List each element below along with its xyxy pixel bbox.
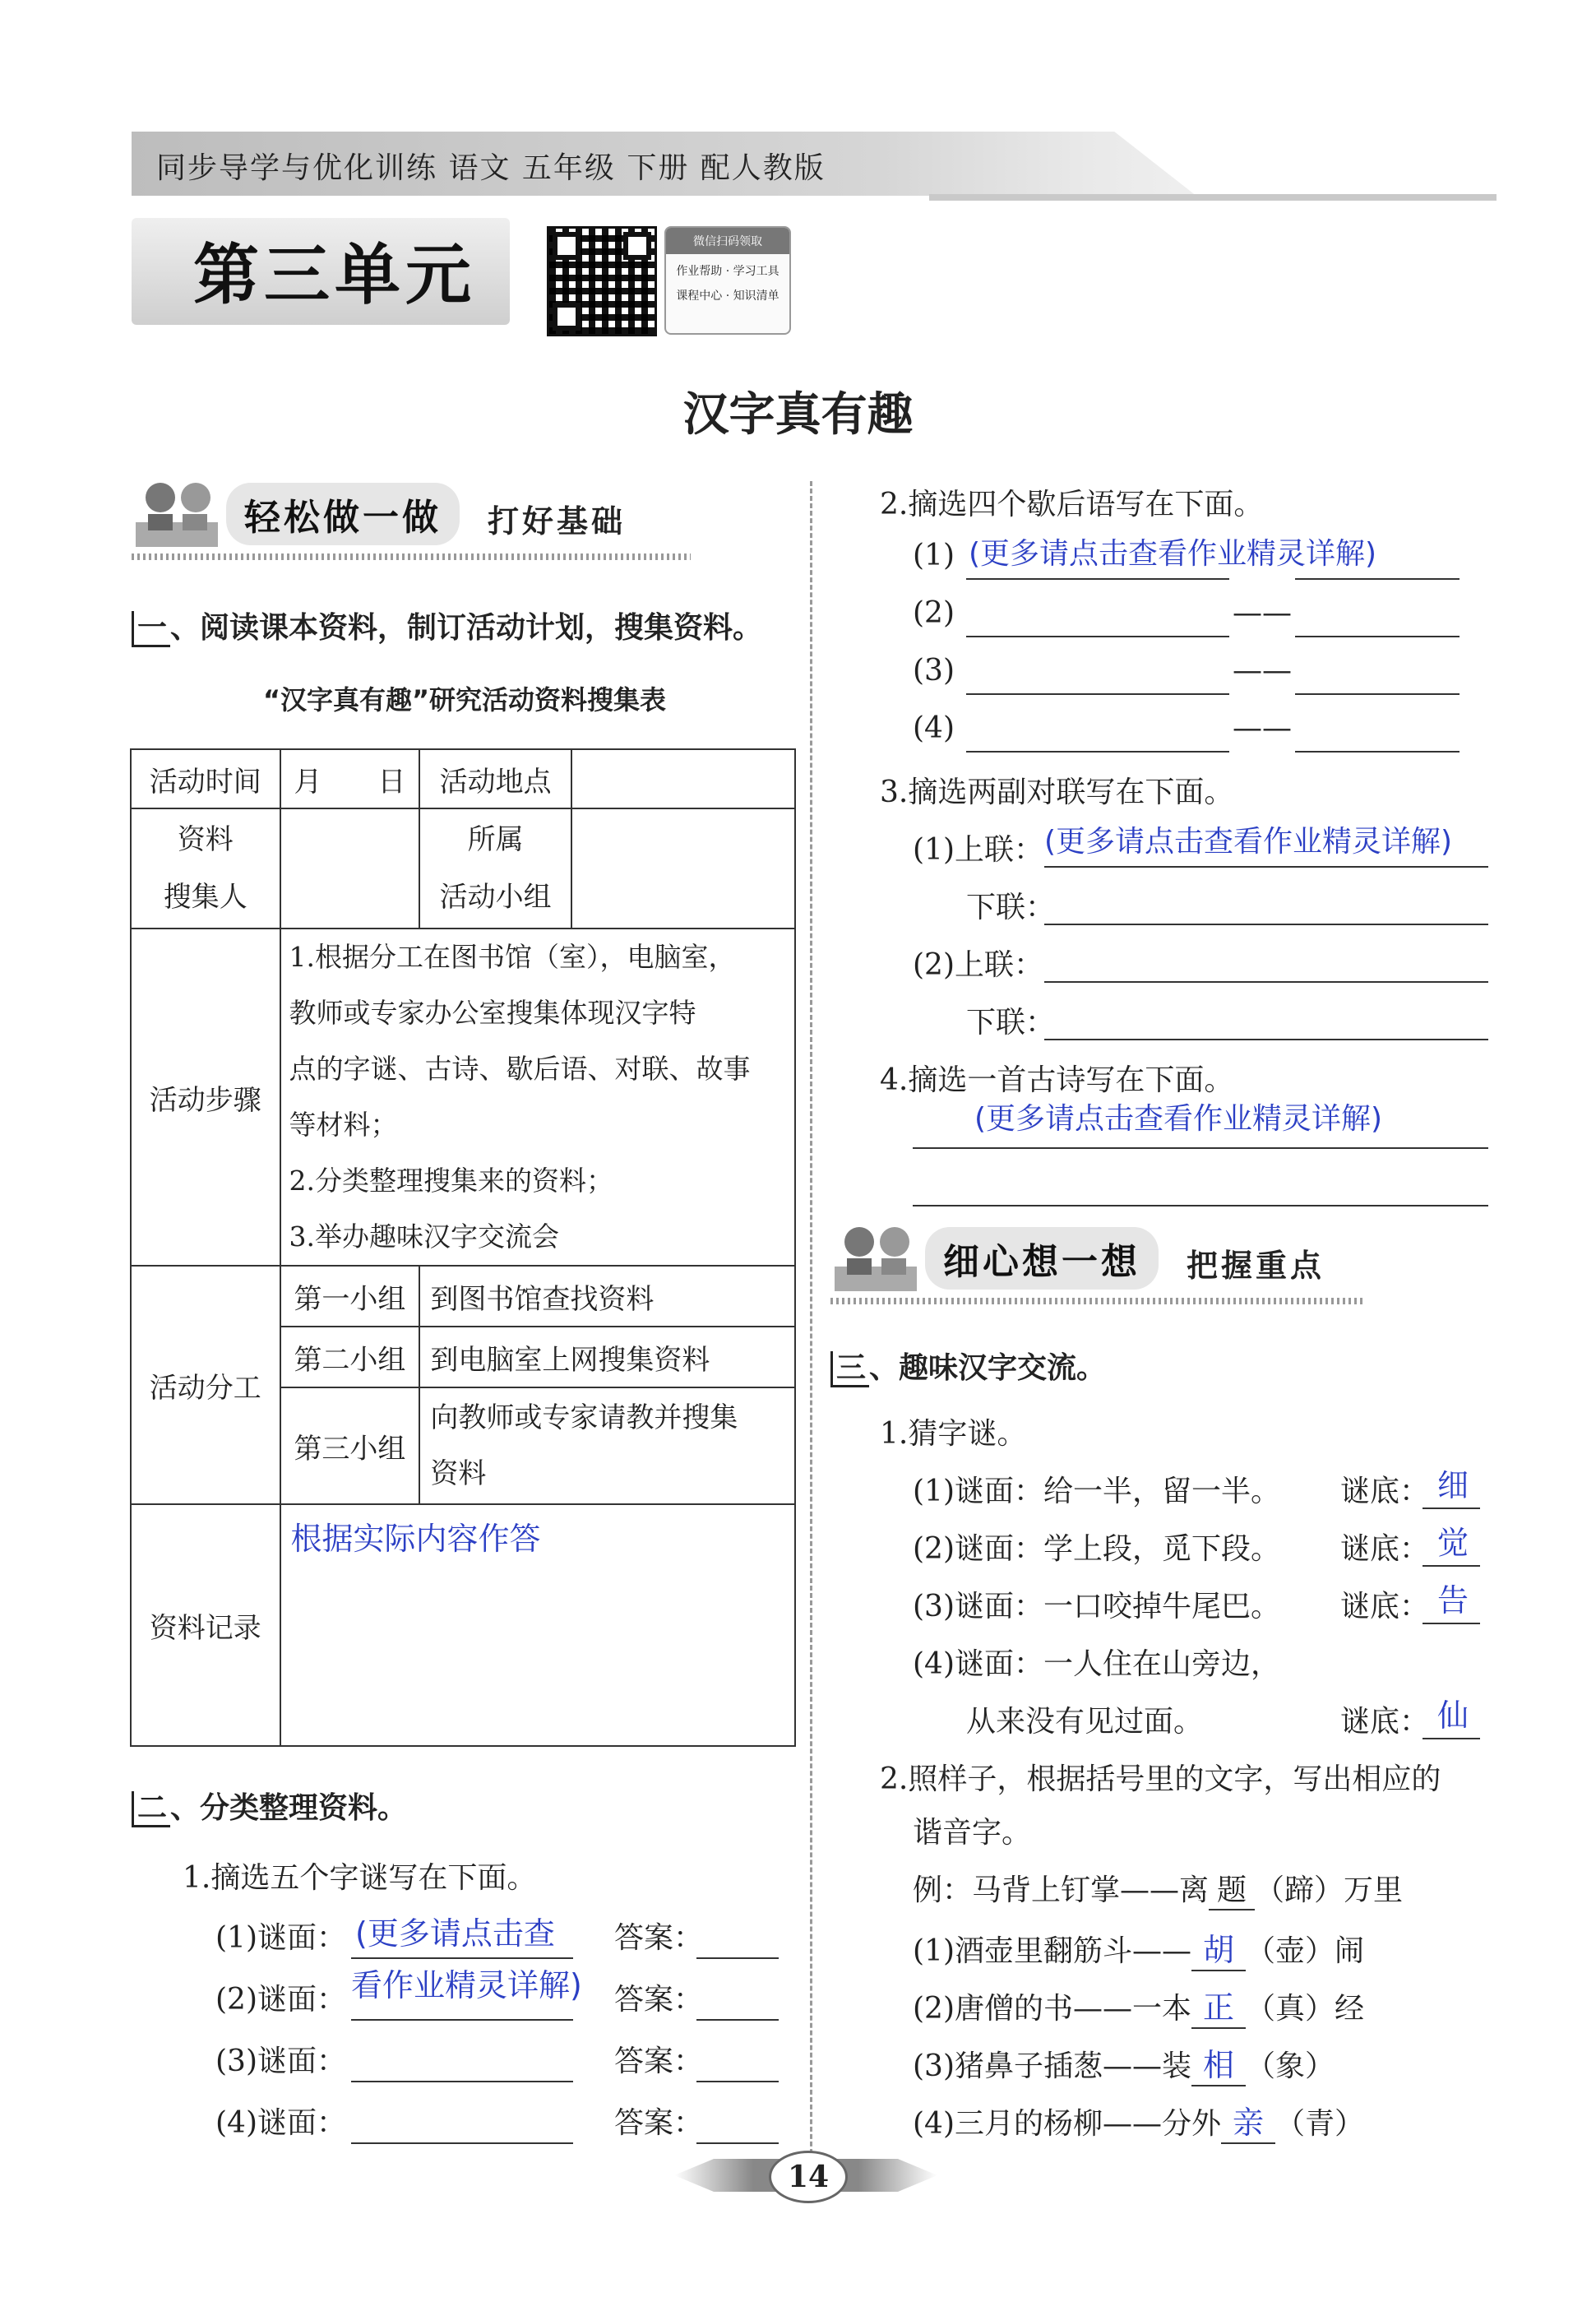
homophone-item-3: [913, 2040, 1335, 2086]
couplet-blank[interactable]: [1044, 942, 1488, 983]
item-num: (2): [913, 596, 955, 630]
riddle-row-3: [215, 2038, 791, 2087]
homophone-prefix: (4)三月的杨柳——分外: [913, 2107, 1221, 2141]
banner-rule: [132, 553, 691, 560]
homophone-item-4: [913, 2097, 1364, 2144]
item-num: (1): [913, 539, 955, 572]
group-task: 向教师或专家请教并搜集 资料: [419, 1387, 795, 1504]
riddle-item-2: [913, 1526, 1505, 1571]
riddle-label: 谜面：: [257, 1921, 347, 1955]
section-1-number: 一: [132, 611, 170, 647]
cell-record-label: 资料记录: [131, 1504, 280, 1746]
hint-text[interactable]: (更多请点击查看作业精灵详解): [969, 537, 1377, 571]
saying-row-3: [913, 654, 1505, 699]
qr-code-icon[interactable]: [547, 226, 657, 336]
riddle-item-4-line2: [966, 1698, 1505, 1744]
qr-panel-line2: 作业帮助 · 学习工具: [676, 265, 779, 278]
cell-division-label: 活动分工: [131, 1266, 280, 1504]
answer-label: 答案：: [614, 2045, 704, 2078]
hint-text[interactable]: (更多请点击查看作业精灵详解): [1044, 825, 1453, 859]
saying-blank-a[interactable]: [966, 596, 1229, 637]
homophone-prompt-line1: 2.照样子，根据括号里的文字，写出相应的: [880, 1762, 1441, 1796]
answer-blank[interactable]: [696, 1915, 779, 1959]
section-banner-basics: [132, 473, 691, 554]
item-num: (4): [215, 2106, 257, 2140]
riddle-text: 从来没有见过面。: [966, 1705, 1204, 1739]
cell-group-value: [571, 808, 795, 929]
group-name: 第三小组: [280, 1387, 420, 1504]
riddle-blank[interactable]: [351, 2100, 573, 2144]
homophone-prefix: (1)酒壶里翻筋斗——: [913, 1934, 1191, 1968]
riddle-item-3: [913, 1583, 1505, 1628]
poem-blank-2[interactable]: [913, 1164, 1488, 1206]
saying-blank-a[interactable]: [966, 654, 1229, 695]
couplet-1-down: [966, 884, 1505, 929]
cell-record: [280, 1504, 795, 1746]
couplet-2-down: [966, 999, 1505, 1044]
riddle-label: 谜面：: [257, 2106, 347, 2140]
book-title: 同步导学与优化训练 语文 五年级 下册 配人教版: [156, 151, 826, 185]
q4-prompt: 4.摘选一首古诗写在下面。: [880, 1063, 1234, 1097]
homophone-prompt-line2: 谐音字。: [913, 1816, 1032, 1850]
riddle-blank[interactable]: [351, 2038, 573, 2082]
riddle-item-1: [913, 1468, 1505, 1513]
group-task: 到图书馆查找资料: [419, 1266, 795, 1327]
qr-panel-line1: 微信扫码领取: [666, 228, 789, 254]
couplet-blank[interactable]: [1044, 884, 1488, 925]
section-1-title: 、阅读课本资料，制订活动计划，搜集资料。: [170, 611, 763, 645]
riddle-row-4: [215, 2100, 791, 2149]
qr-service-panel: [664, 226, 791, 335]
example-answer: 题: [1209, 1867, 1255, 1910]
saying-row-2: [913, 596, 1505, 641]
hint-text[interactable]: (更多请点击查: [355, 1915, 555, 1952]
saying-row-4: [913, 711, 1505, 757]
banner-sub-text: 把握重点: [1187, 1248, 1325, 1284]
couplet-2-up: [913, 942, 1505, 987]
page-number: 14: [769, 2151, 848, 2203]
cell-steps: [280, 929, 795, 1266]
riddle-label: 谜面：: [257, 2045, 347, 2078]
riddle-answer: 细: [1437, 1467, 1469, 1503]
item-num: (2): [215, 1983, 257, 2017]
cell-collector-label: 资料 搜集人: [131, 808, 280, 929]
banner-main-text: 细心想一想: [925, 1227, 1159, 1290]
section-3-heading: [830, 1345, 1106, 1387]
riddle-label: 谜面：: [257, 1983, 347, 2017]
homophone-example: [913, 1867, 1403, 1910]
couplet-1-up: [913, 827, 1505, 872]
answer-label: 答案：: [614, 2106, 704, 2140]
riddle-text: (1)谜面：给一半，留一半。: [913, 1475, 1280, 1508]
section-3-title: 、趣味汉字交流。: [869, 1351, 1107, 1385]
homophone-answer[interactable]: 胡: [1191, 1924, 1246, 1971]
activity-table: [130, 748, 796, 1747]
riddle-prompt: 1.猜字谜。: [880, 1417, 1027, 1451]
riddle-text: (3)谜面：一口咬掉牛尾巴。: [913, 1590, 1280, 1623]
riddle-answer-label: 谜底：: [1340, 1475, 1430, 1508]
dash: ——: [1233, 654, 1292, 688]
riddle-answer-label: 谜底：: [1340, 1532, 1430, 1566]
q2-prompt: 2.摘选四个歇后语写在下面。: [880, 488, 1264, 521]
item-num: (3): [913, 654, 955, 688]
unit-title: 第三单元: [193, 237, 476, 313]
riddle-answer: 告: [1437, 1582, 1469, 1619]
cell-group-label: 所属 活动小组: [419, 808, 571, 929]
hint-text[interactable]: 看作业精灵详解): [351, 1967, 582, 2003]
banner-main-text: 轻松做一做: [226, 483, 460, 545]
step-line: 2.分类整理搜集来的资料；: [289, 1165, 614, 1197]
couplet-down-label: 下联：: [966, 1006, 1056, 1040]
item-num: (3): [215, 2045, 257, 2078]
q1-prompt: 1.摘选五个字谜写在下面。: [183, 1861, 537, 1895]
homophone-answer[interactable]: 亲: [1221, 2097, 1275, 2144]
saying-blank-b[interactable]: [1295, 596, 1460, 637]
kids-reading-icon: [132, 473, 222, 551]
saying-blank-b[interactable]: [1295, 654, 1460, 695]
banner-rule: [830, 1298, 1365, 1304]
riddle-row-2: [215, 1967, 791, 2026]
answer-blank[interactable]: [696, 2038, 779, 2082]
cell-place-value: [571, 749, 795, 808]
couplet-up-label: 上联：: [955, 948, 1044, 982]
answer-blank[interactable]: [696, 1976, 779, 2021]
homophone-suffix: （真）经: [1246, 1992, 1365, 2026]
section-3-number: 三: [830, 1351, 869, 1387]
saying-blank-a[interactable]: [966, 711, 1229, 753]
cell-time-label: 活动时间: [131, 749, 280, 808]
homophone-suffix: （青）: [1275, 2107, 1365, 2141]
section-1-heading: [132, 604, 762, 646]
homophone-prefix: (2)唐僧的书——一本: [913, 1992, 1191, 2026]
section-2-number: 二: [132, 1791, 170, 1827]
table-caption: “汉字真有趣”研究活动资料搜集表: [262, 684, 667, 716]
riddle-answer-label: 谜底：: [1340, 1590, 1430, 1623]
record-answer: 根据实际内容作答: [290, 1521, 541, 1557]
step-line: 教师或专家办公室搜集体现汉字特: [289, 997, 696, 1029]
section-banner-key-points: [830, 1217, 1365, 1299]
riddle-text: (2)谜面：学上段，觅下段。: [913, 1532, 1280, 1566]
dash: ——: [1233, 596, 1292, 630]
item-num: (4): [913, 711, 955, 745]
couplet-down-label: 下联：: [966, 891, 1056, 924]
section-2-heading: [132, 1785, 407, 1827]
answer-label: 答案：: [614, 1921, 704, 1955]
page-title: 汉字真有趣: [682, 388, 914, 442]
step-line: 等材料；: [289, 1109, 398, 1141]
group-task: 到电脑室上网搜集资料: [419, 1327, 795, 1387]
group-name: 第二小组: [280, 1327, 420, 1387]
homophone-answer[interactable]: 相: [1191, 2040, 1246, 2086]
riddle-row-1: [215, 1915, 791, 1964]
hint-text[interactable]: (更多请点击查看作业精灵详解): [974, 1102, 1383, 1136]
answer-label: 答案：: [614, 1983, 704, 2017]
riddle-answer-label: 谜底：: [1340, 1705, 1430, 1739]
kids-reading-icon: [830, 1217, 921, 1295]
step-line: 3.举办趣味汉字交流会: [289, 1220, 560, 1253]
section-2-title: 、分类整理资料。: [170, 1791, 408, 1825]
cell-collector-value: [280, 808, 420, 929]
riddle-answer: 觉: [1437, 1525, 1469, 1561]
step-line: 1.根据分工在图书馆（室），电脑室，: [289, 941, 736, 973]
saying-row-1: [913, 539, 1505, 584]
homophone-prefix: (3)猪鼻子插葱——装: [913, 2049, 1191, 2083]
header-rule: [929, 194, 1497, 201]
homophone-item-2: [913, 1982, 1364, 2029]
answer-blank[interactable]: [696, 2100, 779, 2144]
item-num: (1): [215, 1921, 257, 1955]
dash: ——: [1233, 711, 1292, 745]
column-divider: [810, 481, 812, 2184]
couplet-up-label: 上联：: [955, 833, 1044, 867]
group-name: 第一小组: [280, 1266, 420, 1327]
item-num: (2): [913, 948, 955, 982]
cell-place-label: 活动地点: [419, 749, 571, 808]
riddle-item-4-line1: (4)谜面：一人住在山旁边，: [913, 1647, 1280, 1681]
q3-prompt: 3.摘选两副对联写在下面。: [880, 776, 1234, 809]
couplet-blank[interactable]: [1044, 999, 1488, 1040]
qr-panel-line3: 课程中心 · 知识清单: [676, 289, 779, 303]
homophone-suffix: （象）: [1246, 2049, 1335, 2083]
homophone-item-1: [913, 1924, 1364, 1971]
item-num: (1): [913, 833, 955, 867]
step-line: 点的字谜、古诗、歇后语、对联、故事: [289, 1053, 751, 1085]
example-suffix: （蹄）万里: [1255, 1873, 1404, 1907]
homophone-answer[interactable]: 正: [1191, 1982, 1246, 2029]
riddle-answer: 仙: [1437, 1697, 1469, 1734]
homophone-suffix: （壶）闹: [1246, 1934, 1365, 1968]
saying-blank-b[interactable]: [1295, 711, 1460, 753]
cell-steps-label: 活动步骤: [131, 929, 280, 1266]
example-prefix: 例：马背上钉掌——离: [913, 1873, 1210, 1907]
banner-sub-text: 打好基础: [488, 503, 627, 540]
cell-time-value: 月 日: [280, 749, 420, 808]
